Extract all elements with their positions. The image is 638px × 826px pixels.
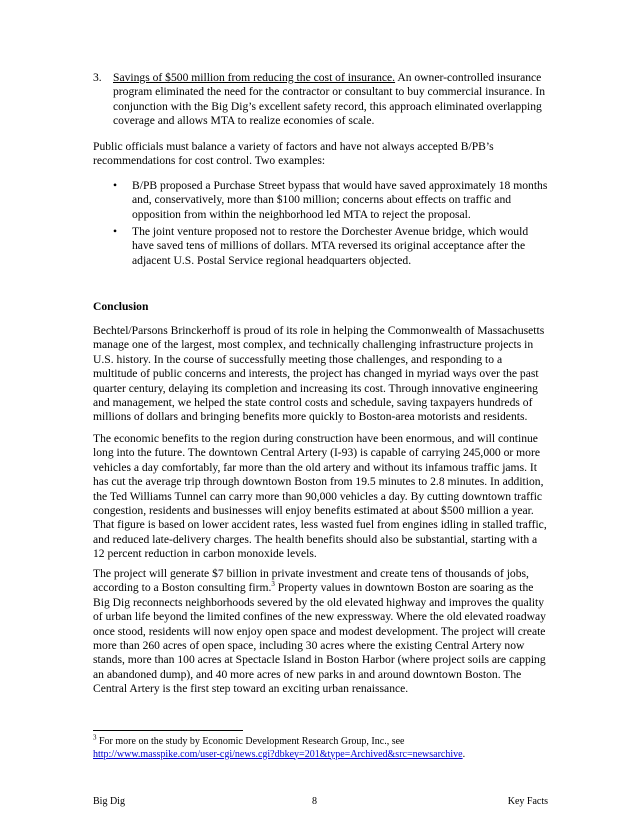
bullet-icon: • [113,225,118,238]
footer-right: Key Facts [507,796,548,807]
footnote [93,733,548,761]
footer-left: Big Dig [93,796,125,807]
footnote-text: For more on the study by Economic Development Research Group, Inc., see [96,736,405,747]
bullet-item [113,179,548,222]
footnote-link[interactable]: http://www.masspike.com/user-cgi/news.cgi?dbkey=201&type=Archived&src=newsarchive [93,748,463,760]
bullet-item [113,225,548,268]
bullet-text: The joint venture proposed not to restore the Dorchester Avenue bridge, which would have saved tens of millions of dollars. MTA reversed its original acceptance after the adjacent U.S. Postal Service regional headquarters objected. [132,225,529,267]
item-number: 3. [93,71,102,84]
numbered-item-3 [93,71,548,129]
item-lead: Savings of $500 million from reducing the cost of insurance. [113,71,396,84]
item-text [113,71,548,129]
bullet-text: B/PB proposed a Purchase Street bypass that would have saved approximately 18 months and, conservatively, more than $100 million; concerns about effects on traffic and opposition from within the neighborhood led MTA to reject the proposal. [132,179,548,221]
intro-paragraph: Public officials must balance a variety of factors and have not always accepted B/PB’s recommendations for cost control. Two examples: [93,140,494,168]
conclusion-paragraph-3 [93,567,548,697]
item-body: An owner-controlled insurance program eliminated the need for the contractor or consultant to buy commercial insurance. In conjunction with the Big Dig’s excellent safety record, this approach eliminated overlapping coverage and allows MTA to realize economies of scale. [113,71,546,128]
paragraph-text: Property values in downtown Boston are soaring as the Big Dig reconnects neighborhoods severed by the old elevated highway and improves the quality of urban life beyond the limited confines of the new expressway. Where the old elevated roadway once stood, residents will now enjoy open space and modest development. The project will create more than 260 acres of open space, including 30 acres where the existing Central Artery now stands, more than 100 acres at Spectacle Island in Boston Harbor (where project soils are capping an abandoned dump), and 40 more acres of new parks in and around downtown Boston. The Central Artery is the first step toward an exciting urban renaissance. [93,581,546,696]
footnote-marker: 3 [93,733,97,742]
page-number: 8 [312,796,317,807]
conclusion-paragraph-2: The economic benefits to the region during construction have been enormous, and will continue long into the future. The downtown Central Artery (I-93) is capable of carrying 245,000 or more vehicles a day comfortably, far more than the old artery and without its infamous traffic jams. It has cut the average trip through downtown Boston from 19.5 minutes to 2.8 minutes. In addition, the Ted Williams Tunnel can carry more than 90,000 vehicles a day. By cutting downtown traffic congestion, residents and businesses will enjoy benefits estimated at about $500 million a year. That figure is based on lower accident rates, less wasted fuel from engines idling in stalled traffic, and reduced late-delivery charges. The health benefits should also be substantial, starting with a 12 percent reduction in carbon monoxide levels. [93,432,547,561]
bullet-icon: • [113,179,118,192]
conclusion-paragraph-1: Bechtel/Parsons Brinckerhoff is proud of its role in helping the Commonwealth of Massachusetts manage one of the largest, most complex, and technically challenging infrastructure projects in U.S. history. In the course of successfully meeting those challenges, and responding to a multitude of public concerns and interests, the project has changed in myriad ways over the past quarter century, delaying its completion and increasing its cost. Through innovative engineering and management, we helped the state control costs and schedule, saving taxpayers hundreds of millions of dollars and bringing benefits more quickly to Boston-area motorists and residents. [93,324,545,424]
paragraph-text: The project will generate $7 billion in private investment and create tens of thousands of jobs, according to a Boston consulting firm. [93,567,529,595]
footnote-divider [93,730,243,731]
conclusion-heading: Conclusion [93,300,149,313]
footnote-reference[interactable]: 3 [271,580,275,589]
footnote-end: . [462,748,466,760]
